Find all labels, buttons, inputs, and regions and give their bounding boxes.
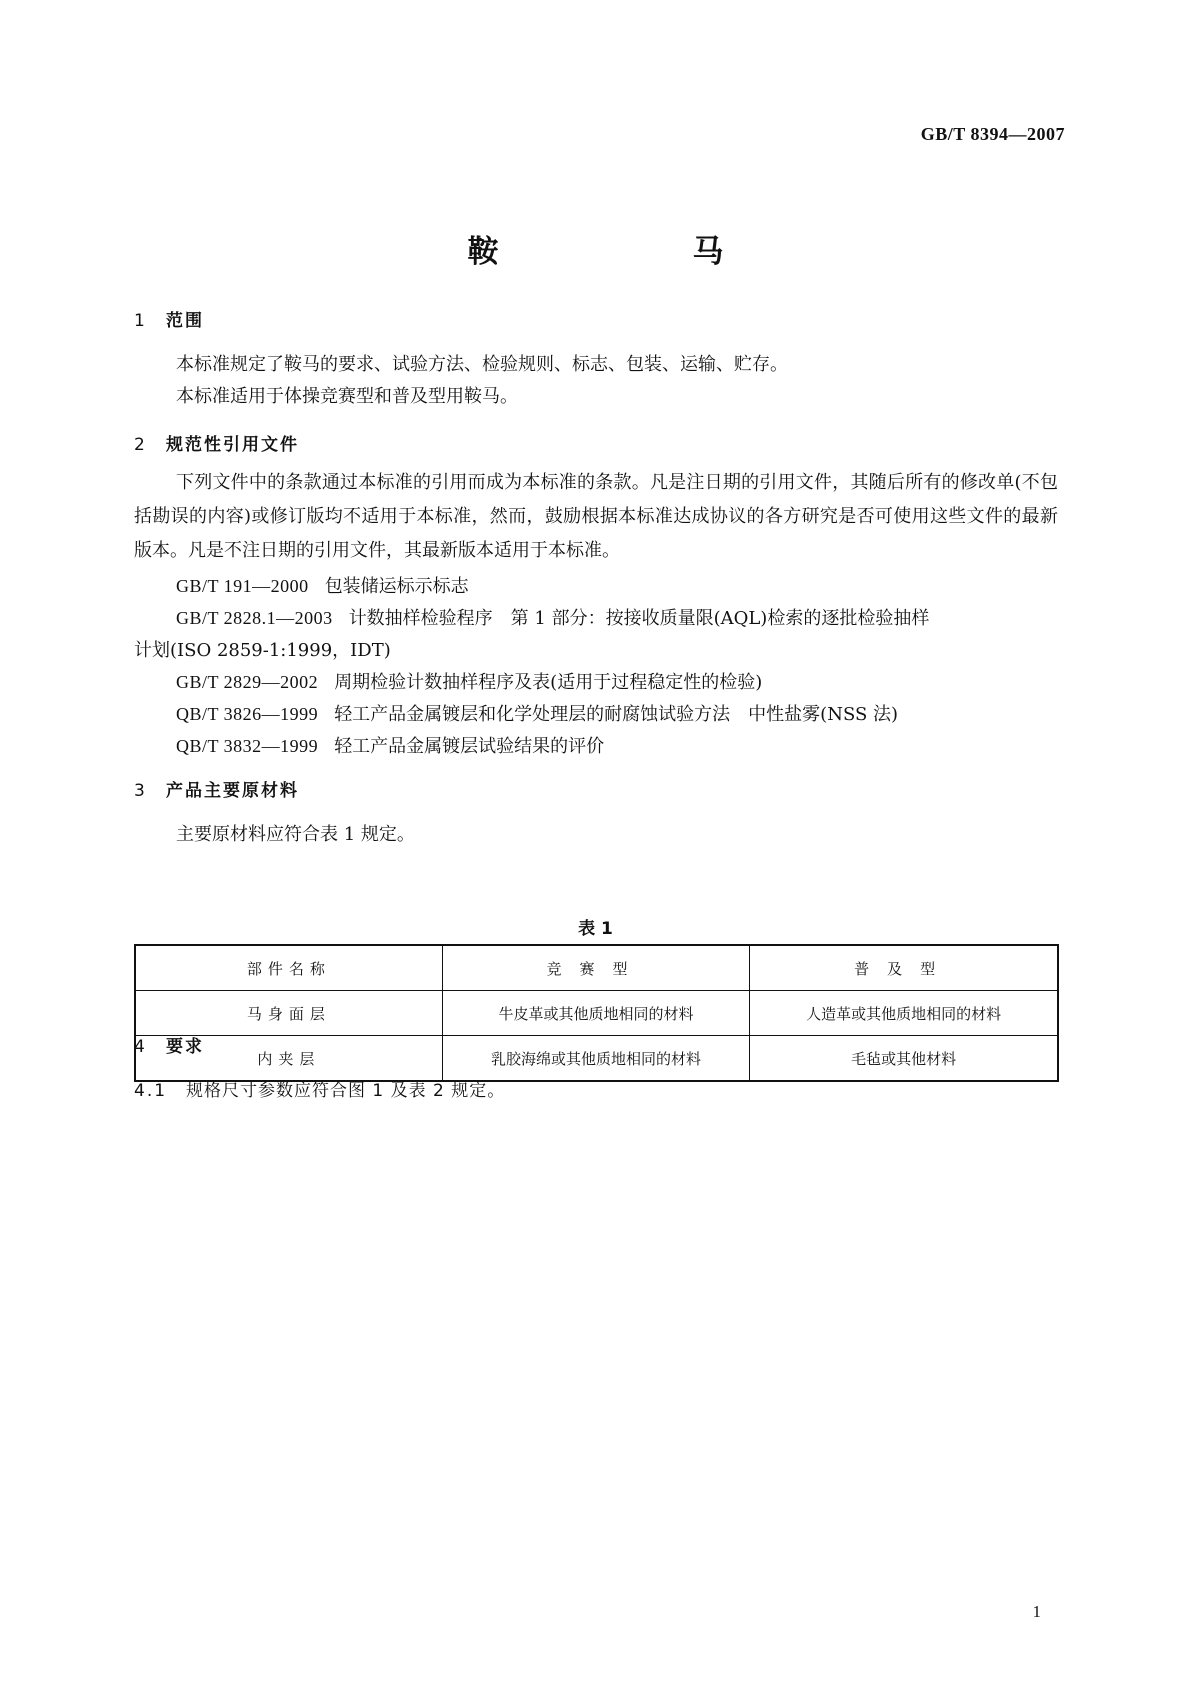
section-1-paragraph-1: 本标准规定了鞍马的要求、试验方法、检验规则、标志、包装、运输、贮存。: [176, 354, 788, 375]
reference-item: [176, 700, 898, 726]
clause-4-1: [134, 1076, 505, 1101]
reference-item: [176, 732, 604, 758]
reference-code: QB/T 3832—1999: [176, 736, 319, 756]
section-title: 产品主要原材料: [166, 781, 299, 801]
table-1-caption: 表 1: [578, 919, 613, 939]
table-header-cell: 普及型: [750, 945, 1058, 991]
section-3-paragraph: 主要原材料应符合表 1 规定。: [176, 824, 415, 845]
section-number: 1: [134, 311, 145, 331]
section-2-heading: [134, 430, 299, 455]
table-header-row: [135, 945, 1058, 991]
section-2-intro: 下列文件中的条款通过本标准的引用而成为本标准的条款。凡是注日期的引用文件，其随后所有的修改单(不包括勘误的内容)或修订版均不适用于本标准，然而，鼓励根据本标准达成协议的各方研究是否可使用这些文件的最新版本。凡是不注日期的引用文件，其最新版本适用于本标准。: [134, 472, 1058, 561]
table-row: [135, 991, 1058, 1036]
section-number: 3: [134, 781, 145, 801]
table-row: [135, 1036, 1058, 1082]
section-number: 2: [134, 435, 145, 455]
section-title: 范围: [166, 311, 204, 331]
section-title: 要求: [166, 1037, 204, 1057]
table-cell: 内夹层: [135, 1036, 442, 1082]
reference-code: GB/T 191—2000: [176, 576, 309, 596]
table-header-cell: 竞赛型: [442, 945, 749, 991]
table-cell: 马身面层: [135, 991, 442, 1036]
table-cell: 人造革或其他质地相同的材料: [750, 991, 1058, 1036]
reference-title: 包装储运标示标志: [324, 576, 469, 597]
document-title: 鞍 马: [467, 234, 768, 270]
section-title: 规范性引用文件: [166, 435, 299, 455]
section-4-heading: [134, 1032, 204, 1057]
standard-code: GB/T 8394—2007: [920, 124, 1065, 144]
section-1-heading: [134, 306, 204, 331]
table-header-cell: 部件名称: [135, 945, 442, 991]
clause-text: 规格尺寸参数应符合图 1 及表 2 规定。: [186, 1081, 506, 1101]
reference-title: 周期检验计数抽样程序及表(适用于过程稳定性的检验): [334, 672, 763, 693]
reference-code: QB/T 3826—1999: [176, 704, 319, 724]
table-cell: 毛毡或其他材料: [750, 1036, 1058, 1082]
reference-continuation: 计划(ISO 2859-1:1999，IDT): [134, 640, 391, 661]
reference-code: GB/T 2829—2002: [176, 672, 319, 692]
reference-code: GB/T 2828.1—2003: [176, 608, 333, 628]
clause-number: 4.1: [134, 1081, 168, 1101]
reference-item: [176, 604, 929, 630]
section-3-heading: [134, 776, 299, 801]
reference-title: 轻工产品金属镀层和化学处理层的耐腐蚀试验方法 中性盐雾(NSS 法): [334, 704, 899, 725]
section-1-paragraph-2: 本标准适用于体操竞赛型和普及型用鞍马。: [176, 386, 518, 407]
reference-item: [176, 572, 469, 598]
reference-title: 计数抽样检验程序 第 1 部分：按接收质量限(AQL)检索的逐批检验抽样: [348, 608, 930, 629]
reference-title: 轻工产品金属镀层试验结果的评价: [334, 736, 605, 757]
section-number: 4: [134, 1037, 145, 1057]
table-cell: 牛皮革或其他质地相同的材料: [442, 991, 749, 1036]
reference-item: [176, 668, 762, 694]
materials-table: [134, 944, 1059, 1082]
page-number: 1: [1032, 1602, 1041, 1621]
table-cell: 乳胶海绵或其他质地相同的材料: [442, 1036, 749, 1082]
